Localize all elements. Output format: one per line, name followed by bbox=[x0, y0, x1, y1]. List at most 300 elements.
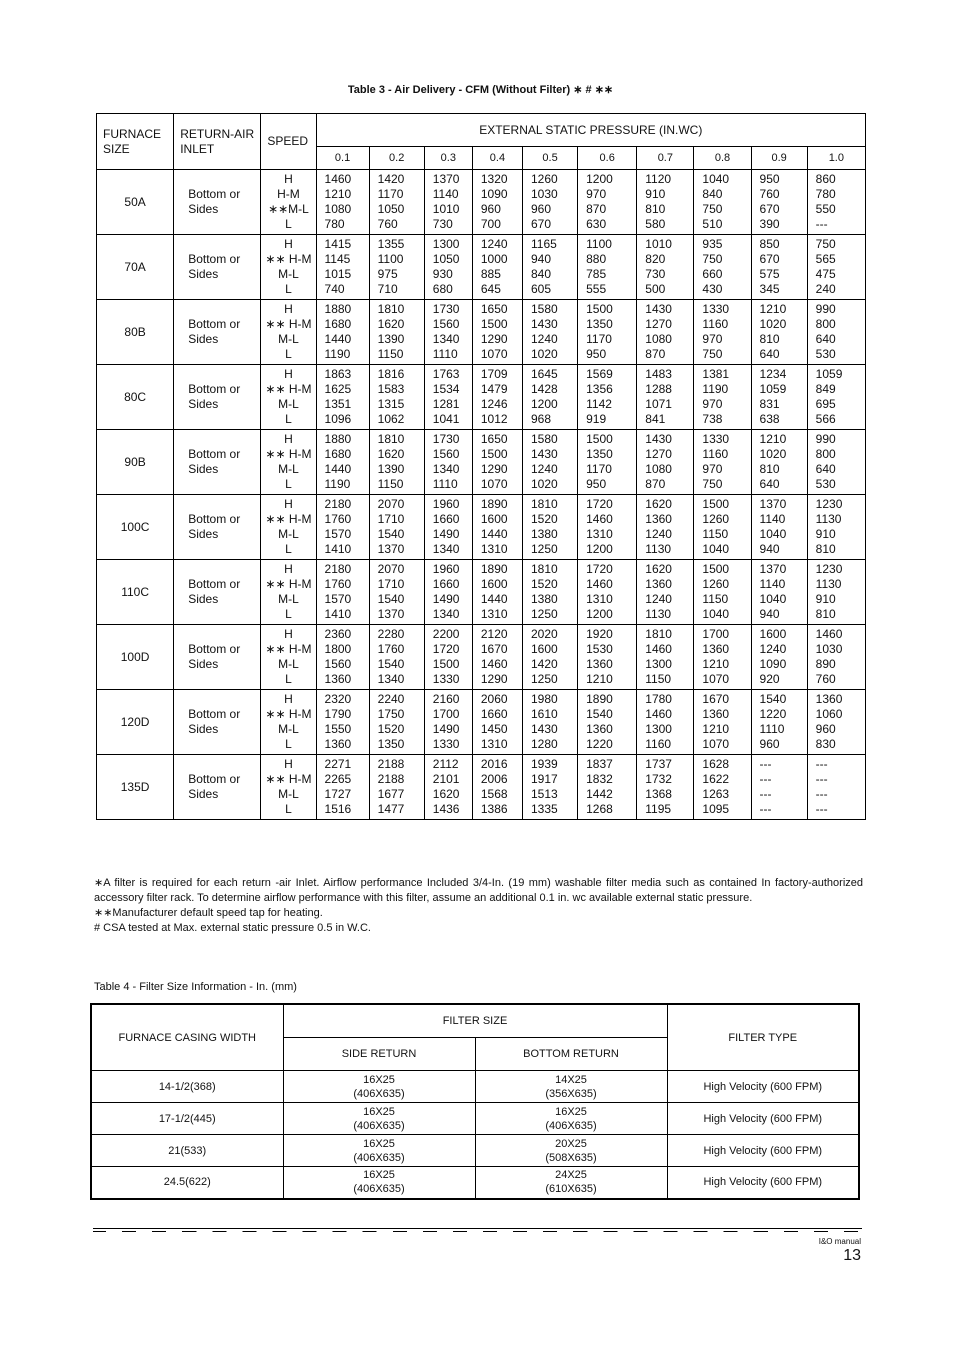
cfm-cell bbox=[807, 495, 865, 560]
cfm-value: 810 bbox=[759, 462, 780, 476]
cfm-cell bbox=[523, 430, 578, 495]
cfm-value: 390 bbox=[759, 217, 780, 231]
cfm-value: 1700 bbox=[702, 627, 730, 641]
cfm-value: 800 bbox=[815, 317, 836, 331]
cfm-value: 1380 bbox=[531, 592, 558, 606]
cfm-value: 1330 bbox=[432, 672, 460, 686]
casing-width-cell: 24.5(622) bbox=[91, 1167, 283, 1199]
cfm-value: 1350 bbox=[586, 447, 613, 461]
cfm-value: 910 bbox=[815, 527, 836, 541]
cfm-value: 1340 bbox=[432, 462, 460, 476]
return-air-line: Bottom or bbox=[188, 382, 241, 396]
cfm-value: 2101 bbox=[432, 772, 460, 786]
cfm-cell bbox=[316, 170, 369, 235]
cfm-value: 1540 bbox=[759, 692, 787, 706]
cfm-value: 1170 bbox=[377, 187, 404, 201]
cfm-value: 1012 bbox=[480, 412, 508, 426]
return-air-cell bbox=[174, 625, 261, 690]
cfm-value: 970 bbox=[702, 397, 723, 411]
cfm-value: 1165 bbox=[531, 237, 557, 251]
table-row bbox=[97, 235, 866, 300]
cfm-value: 640 bbox=[759, 477, 780, 491]
cfm-value: 1650 bbox=[480, 432, 508, 446]
cfm-cell bbox=[751, 300, 807, 365]
cfm-value: 1670 bbox=[702, 692, 730, 706]
header-external-static-pressure: EXTERNAL STATIC PRESSURE (IN.WC) bbox=[316, 114, 865, 147]
cfm-value: 1140 bbox=[432, 187, 459, 201]
cfm-cell bbox=[424, 560, 472, 625]
cfm-cell bbox=[316, 625, 369, 690]
cfm-value: 1280 bbox=[531, 737, 558, 751]
cfm-value: 1760 bbox=[324, 512, 352, 526]
speed-line: L bbox=[285, 282, 292, 296]
cfm-value: 1210 bbox=[586, 672, 613, 686]
cfm-value: 1500 bbox=[702, 497, 730, 511]
cfm-value: 1625 bbox=[324, 382, 352, 396]
speed-line: M-L bbox=[278, 267, 299, 281]
cfm-value: 2160 bbox=[432, 692, 460, 706]
cfm-value: 1436 bbox=[432, 802, 460, 816]
cfm-cell bbox=[694, 170, 751, 235]
cfm-value: 1145 bbox=[324, 252, 351, 266]
return-air-cell bbox=[174, 300, 261, 365]
cfm-value: 1260 bbox=[531, 172, 558, 186]
cfm-value: 920 bbox=[759, 672, 780, 686]
cfm-value: 1737 bbox=[645, 757, 672, 771]
speed-line: H bbox=[284, 432, 293, 446]
filter-type-cell: High Velocity (600 FPM) bbox=[667, 1167, 859, 1199]
cfm-value: 1490 bbox=[432, 527, 460, 541]
cfm-value: 940 bbox=[759, 607, 780, 621]
cfm-cell bbox=[578, 690, 637, 755]
cfm-cell bbox=[369, 235, 424, 300]
cfm-value: 1315 bbox=[377, 397, 405, 411]
cfm-cell bbox=[424, 170, 472, 235]
cfm-value: 1370 bbox=[759, 562, 787, 576]
cfm-value: 1440 bbox=[480, 592, 508, 606]
cfm-cell bbox=[807, 690, 865, 755]
cfm-value: 1130 bbox=[815, 577, 842, 591]
cfm-value: 1730 bbox=[432, 302, 460, 316]
furnace-size-cell: 90B bbox=[97, 430, 174, 495]
cfm-value: 1010 bbox=[432, 202, 460, 216]
cfm-value: 1020 bbox=[759, 317, 787, 331]
cfm-cell bbox=[637, 755, 694, 820]
cfm-value: 565 bbox=[815, 252, 836, 266]
cfm-cell bbox=[472, 235, 522, 300]
cfm-cell bbox=[523, 365, 578, 430]
filter-size-body bbox=[91, 1071, 859, 1199]
cfm-cell bbox=[369, 560, 424, 625]
cfm-value: 750 bbox=[702, 477, 723, 491]
cfm-value: 1030 bbox=[531, 187, 558, 201]
cfm-value: 1071 bbox=[645, 397, 672, 411]
cfm-value: 1450 bbox=[480, 722, 508, 736]
return-air-line: Bottom or bbox=[188, 252, 241, 266]
speed-line: M-L bbox=[278, 592, 299, 606]
cfm-value: 1150 bbox=[645, 672, 672, 686]
cfm-value: 1095 bbox=[702, 802, 730, 816]
cfm-value: 1816 bbox=[377, 367, 405, 381]
cfm-value: 935 bbox=[702, 237, 723, 251]
cfm-value: 660 bbox=[702, 267, 723, 281]
cfm-value: 1020 bbox=[531, 477, 558, 491]
cfm-value: 1010 bbox=[645, 237, 672, 251]
pressure-header: 0.2 bbox=[369, 147, 424, 170]
cfm-cell bbox=[807, 755, 865, 820]
cfm-value: 1810 bbox=[377, 432, 405, 446]
table-row bbox=[91, 1167, 859, 1199]
cfm-cell bbox=[316, 365, 369, 430]
cfm-value: 1370 bbox=[377, 607, 405, 621]
speed-line: ∗∗ H-M bbox=[265, 512, 312, 526]
cfm-value: 530 bbox=[815, 477, 836, 491]
table-row bbox=[97, 365, 866, 430]
cfm-cell bbox=[807, 365, 865, 430]
cfm-value: 2360 bbox=[324, 627, 352, 641]
cfm-value: 1240 bbox=[645, 592, 672, 606]
cfm-value: 1350 bbox=[586, 317, 613, 331]
cfm-value: 738 bbox=[702, 412, 723, 426]
cfm-value: 975 bbox=[377, 267, 398, 281]
cfm-value: 885 bbox=[480, 267, 501, 281]
side-return-cell bbox=[283, 1167, 475, 1199]
cfm-value: 1150 bbox=[377, 347, 404, 361]
speed-line: L bbox=[285, 802, 292, 816]
cfm-value: 1310 bbox=[586, 527, 613, 541]
return-air-line: Bottom or bbox=[188, 577, 241, 591]
cfm-cell bbox=[807, 430, 865, 495]
cfm-value: 830 bbox=[815, 737, 836, 751]
cfm-value: 1479 bbox=[480, 382, 508, 396]
cfm-cell bbox=[523, 625, 578, 690]
cfm-value: 2006 bbox=[480, 772, 508, 786]
table-row bbox=[97, 300, 866, 365]
note-csa-tested: # CSA tested at Max. external static pressure 0.5 in W.C. bbox=[94, 922, 371, 934]
cfm-value: 940 bbox=[759, 542, 780, 556]
cfm-value: 968 bbox=[531, 412, 552, 426]
cfm-value: 1160 bbox=[702, 447, 729, 461]
cfm-value: 1281 bbox=[432, 397, 460, 411]
cfm-cell bbox=[637, 170, 694, 235]
return-air-cell bbox=[174, 560, 261, 625]
furnace-size-cell: 50A bbox=[97, 170, 174, 235]
cfm-value: 1980 bbox=[531, 692, 558, 706]
cfm-value: 1059 bbox=[759, 382, 787, 396]
side-return-line: (406X635) bbox=[353, 1119, 405, 1132]
cfm-cell bbox=[424, 625, 472, 690]
cfm-value: 1720 bbox=[586, 497, 613, 511]
cfm-value: 1070 bbox=[480, 477, 508, 491]
cfm-value: 1360 bbox=[645, 577, 672, 591]
cfm-value: 1645 bbox=[531, 367, 558, 381]
cfm-cell bbox=[424, 430, 472, 495]
header-return-air-inlet: RETURN-AIR INLET bbox=[174, 114, 261, 170]
air-delivery-table bbox=[96, 113, 866, 820]
side-return-cell bbox=[283, 1103, 475, 1135]
cfm-cell bbox=[807, 300, 865, 365]
cfm-value: 1070 bbox=[702, 672, 730, 686]
cfm-value: 2060 bbox=[480, 692, 508, 706]
speed-cell bbox=[261, 690, 316, 755]
cfm-value: 2271 bbox=[324, 757, 352, 771]
return-air-line: Sides bbox=[188, 657, 219, 671]
cfm-cell bbox=[751, 625, 807, 690]
filter-type-cell: High Velocity (600 FPM) bbox=[667, 1135, 859, 1167]
cfm-value: 960 bbox=[480, 202, 501, 216]
cfm-value: 1268 bbox=[586, 802, 613, 816]
cfm-value: 1534 bbox=[432, 382, 460, 396]
speed-line: ∗∗ H-M bbox=[265, 317, 312, 331]
cfm-value: 1620 bbox=[645, 562, 672, 576]
cfm-value: 695 bbox=[815, 397, 836, 411]
cfm-value: 1230 bbox=[815, 562, 843, 576]
cfm-value: 1428 bbox=[531, 382, 558, 396]
cfm-value: 910 bbox=[645, 187, 666, 201]
cfm-value: 1810 bbox=[531, 497, 558, 511]
cfm-value: 780 bbox=[324, 217, 345, 231]
cfm-value: 1360 bbox=[324, 737, 352, 751]
header-speed: SPEED bbox=[261, 114, 316, 170]
cfm-value: --- bbox=[759, 802, 772, 816]
cfm-value: 840 bbox=[702, 187, 723, 201]
cfm-cell bbox=[751, 365, 807, 430]
cfm-cell bbox=[424, 755, 472, 820]
speed-cell bbox=[261, 430, 316, 495]
cfm-value: 1020 bbox=[759, 447, 787, 461]
cfm-cell bbox=[316, 495, 369, 560]
return-air-line: Bottom or bbox=[188, 447, 241, 461]
cfm-value: 1430 bbox=[531, 317, 558, 331]
speed-line: L bbox=[285, 737, 292, 751]
speed-line: L bbox=[285, 607, 292, 621]
cfm-cell bbox=[807, 235, 865, 300]
cfm-value: 1140 bbox=[759, 577, 786, 591]
cfm-value: 1560 bbox=[324, 657, 352, 671]
cfm-cell bbox=[807, 625, 865, 690]
cfm-cell bbox=[523, 300, 578, 365]
cfm-value: 1460 bbox=[586, 577, 613, 591]
speed-line: H bbox=[284, 367, 293, 381]
cfm-value: 1730 bbox=[432, 432, 460, 446]
cfm-cell bbox=[578, 495, 637, 560]
cfm-value: 580 bbox=[645, 217, 666, 231]
speed-line: M-L bbox=[278, 397, 299, 411]
cfm-value: 1300 bbox=[645, 657, 672, 671]
cfm-value: 1500 bbox=[480, 447, 508, 461]
cfm-value: 1160 bbox=[702, 317, 729, 331]
cfm-value: 1477 bbox=[377, 802, 405, 816]
cfm-value: 1200 bbox=[586, 542, 613, 556]
cfm-value: 1150 bbox=[702, 592, 729, 606]
cfm-value: 1250 bbox=[531, 542, 558, 556]
cfm-value: 1442 bbox=[586, 787, 613, 801]
return-air-cell bbox=[174, 690, 261, 755]
cfm-value: 950 bbox=[586, 347, 607, 361]
cfm-cell bbox=[472, 430, 522, 495]
cfm-value: 1628 bbox=[702, 757, 730, 771]
table-row bbox=[97, 625, 866, 690]
return-air-line: Sides bbox=[188, 397, 219, 411]
side-return-line: 16X25 bbox=[363, 1169, 395, 1182]
cfm-value: 880 bbox=[586, 252, 607, 266]
cfm-cell bbox=[578, 560, 637, 625]
cfm-value: 680 bbox=[432, 282, 453, 296]
cfm-value: 1750 bbox=[377, 707, 405, 721]
cfm-value: 640 bbox=[815, 462, 836, 476]
cfm-value: 1110 bbox=[432, 347, 458, 361]
bottom-return-cell bbox=[475, 1167, 667, 1199]
cfm-value: 1190 bbox=[324, 477, 351, 491]
cfm-value: 1960 bbox=[432, 562, 460, 576]
cfm-value: 1760 bbox=[324, 577, 352, 591]
cfm-cell bbox=[578, 365, 637, 430]
cfm-value: 1110 bbox=[432, 477, 458, 491]
cfm-value: 1763 bbox=[432, 367, 460, 381]
cfm-value: 831 bbox=[759, 397, 780, 411]
cfm-value: --- bbox=[815, 217, 828, 231]
cfm-value: 345 bbox=[759, 282, 780, 296]
cfm-value: 1530 bbox=[586, 642, 613, 656]
cfm-value: 750 bbox=[702, 202, 723, 216]
cfm-value: 840 bbox=[531, 267, 552, 281]
cfm-value: 1080 bbox=[645, 462, 672, 476]
cfm-value: 2320 bbox=[324, 692, 352, 706]
table3-title: Table 3 - Air Delivery - CFM (Without Filter) ∗ # ∗∗ bbox=[347, 84, 614, 96]
cfm-value: 1360 bbox=[645, 512, 672, 526]
side-return-cell bbox=[283, 1071, 475, 1103]
casing-width-cell: 14-1/2(368) bbox=[91, 1071, 283, 1103]
speed-cell bbox=[261, 170, 316, 235]
cfm-value: 760 bbox=[377, 217, 398, 231]
cfm-value: 550 bbox=[815, 202, 836, 216]
cfm-value: 1483 bbox=[645, 367, 672, 381]
cfm-value: 1460 bbox=[645, 642, 672, 656]
return-air-line: Sides bbox=[188, 787, 219, 801]
cfm-value: 860 bbox=[815, 172, 836, 186]
return-air-line: Bottom or bbox=[188, 772, 241, 786]
table3-notes bbox=[94, 876, 863, 936]
cfm-cell bbox=[578, 625, 637, 690]
cfm-cell bbox=[694, 430, 751, 495]
cfm-value: 605 bbox=[531, 282, 552, 296]
cfm-value: 1370 bbox=[759, 497, 787, 511]
speed-line: H bbox=[284, 692, 293, 706]
cfm-value: 930 bbox=[432, 267, 453, 281]
cfm-cell bbox=[316, 560, 369, 625]
cfm-value: 1240 bbox=[531, 332, 558, 346]
furnace-size-cell: 100D bbox=[97, 625, 174, 690]
cfm-value: 1650 bbox=[480, 302, 508, 316]
cfm-value: 950 bbox=[586, 477, 607, 491]
cfm-value: 2020 bbox=[531, 627, 558, 641]
speed-line: M-L bbox=[278, 657, 299, 671]
cfm-value: 1335 bbox=[531, 802, 558, 816]
return-air-line: Sides bbox=[188, 592, 219, 606]
cfm-cell bbox=[637, 625, 694, 690]
cfm-value: 1200 bbox=[586, 607, 613, 621]
cfm-cell bbox=[694, 690, 751, 755]
cfm-value: 1220 bbox=[759, 707, 787, 721]
cfm-value: 1415 bbox=[324, 237, 352, 251]
cfm-value: --- bbox=[815, 757, 828, 771]
return-air-line: Sides bbox=[188, 527, 219, 541]
cfm-value: 1080 bbox=[324, 202, 352, 216]
cfm-cell bbox=[472, 560, 522, 625]
side-return-line: 16X25 bbox=[363, 1105, 395, 1118]
return-air-line: Bottom or bbox=[188, 707, 241, 721]
cfm-value: 2112 bbox=[432, 757, 459, 771]
cfm-value: 1540 bbox=[377, 657, 405, 671]
speed-line: H-M bbox=[277, 187, 300, 201]
header-bottom-return: BOTTOM RETURN bbox=[475, 1038, 667, 1071]
cfm-value: 2120 bbox=[480, 627, 508, 641]
cfm-value: 1810 bbox=[531, 562, 558, 576]
cfm-value: 1550 bbox=[324, 722, 352, 736]
casing-width-cell: 17-1/2(445) bbox=[91, 1103, 283, 1135]
cfm-value: 1230 bbox=[815, 497, 843, 511]
note-filter-required: ∗A filter is required for each return -air Inlet. Airflow performance Included 3/4-In. (19 mm) washable filter media such as contained In factory-authorized accessory filter rack. To determine airflow performance with this filter, assume an additional 0.1 in. wc available external static pressure. bbox=[94, 877, 863, 904]
cfm-cell bbox=[369, 625, 424, 690]
cfm-value: 566 bbox=[815, 412, 836, 426]
cfm-value: 1040 bbox=[759, 592, 787, 606]
cfm-value: 1062 bbox=[377, 412, 405, 426]
cfm-value: 1920 bbox=[586, 627, 613, 641]
cfm-value: 1760 bbox=[377, 642, 405, 656]
cfm-value: 1330 bbox=[432, 737, 460, 751]
cfm-cell bbox=[316, 755, 369, 820]
table-row bbox=[97, 170, 866, 235]
side-return-line: (406X635) bbox=[353, 1183, 405, 1196]
cfm-value: 730 bbox=[432, 217, 453, 231]
cfm-value: 1800 bbox=[324, 642, 352, 656]
table-row bbox=[91, 1135, 859, 1167]
cfm-value: 240 bbox=[815, 282, 836, 296]
return-air-line: Bottom or bbox=[188, 512, 241, 526]
cfm-value: 750 bbox=[702, 252, 723, 266]
cfm-value: 1368 bbox=[645, 787, 672, 801]
speed-line: ∗∗ H-M bbox=[265, 707, 312, 721]
table-row bbox=[97, 430, 866, 495]
cfm-value: 1355 bbox=[377, 237, 405, 251]
bottom-return-line: (610X635) bbox=[545, 1183, 597, 1196]
cfm-value: 1240 bbox=[759, 642, 787, 656]
cfm-value: 2070 bbox=[377, 562, 405, 576]
cfm-cell bbox=[751, 755, 807, 820]
cfm-value: 1290 bbox=[480, 672, 508, 686]
cfm-value: 810 bbox=[759, 332, 780, 346]
speed-line: H bbox=[284, 627, 293, 641]
cfm-value: 2070 bbox=[377, 497, 405, 511]
speed-line: L bbox=[285, 347, 292, 361]
cfm-value: 940 bbox=[531, 252, 552, 266]
cfm-cell bbox=[807, 170, 865, 235]
cfm-value: 670 bbox=[759, 202, 780, 216]
cfm-value: --- bbox=[759, 772, 772, 786]
speed-line: ∗∗ H-M bbox=[265, 382, 312, 396]
cfm-value: 1500 bbox=[586, 302, 613, 316]
cfm-value: 1050 bbox=[377, 202, 405, 216]
cfm-value: 1356 bbox=[586, 382, 613, 396]
cfm-value: 1020 bbox=[531, 347, 558, 361]
cfm-value: 1370 bbox=[377, 542, 405, 556]
cfm-value: 1390 bbox=[377, 332, 405, 346]
cfm-value: 1700 bbox=[432, 707, 460, 721]
cfm-value: 1430 bbox=[531, 722, 558, 736]
cfm-value: 1880 bbox=[324, 302, 352, 316]
cfm-value: 1250 bbox=[531, 672, 558, 686]
cfm-value: 1210 bbox=[759, 302, 787, 316]
